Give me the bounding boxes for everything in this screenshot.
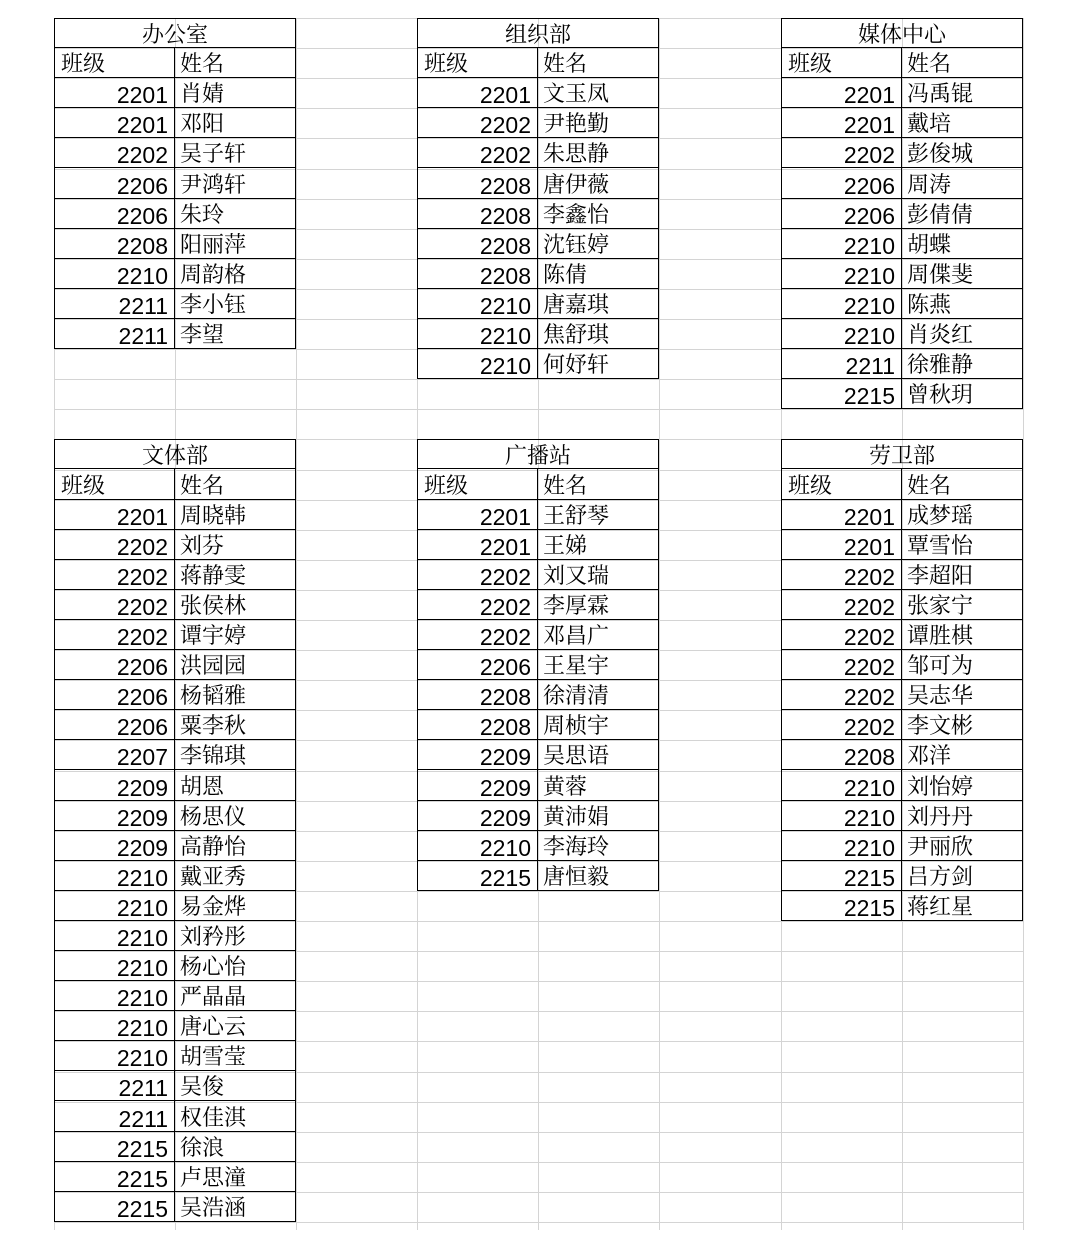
header-name: 姓名	[543, 473, 588, 499]
table-row	[54, 740, 296, 770]
name-cell[interactable]: 戴亚秀	[180, 864, 247, 890]
table-row	[417, 229, 659, 259]
table-row	[417, 831, 659, 861]
table-row	[781, 289, 1023, 319]
name-cell[interactable]: 吴思语	[543, 744, 610, 770]
table-row	[781, 801, 1023, 831]
table-row	[417, 500, 659, 530]
table-row	[54, 1071, 296, 1101]
class-cell[interactable]: 2202	[418, 590, 538, 619]
table-row	[54, 319, 296, 349]
name-cell[interactable]: 邹可为	[907, 654, 974, 680]
table-row	[781, 349, 1023, 379]
table-row	[54, 199, 296, 229]
table-row	[417, 620, 659, 650]
table-row	[54, 921, 296, 951]
department-table	[417, 439, 659, 890]
name-cell[interactable]: 严晶晶	[180, 985, 247, 1011]
name-cell[interactable]: 李锦琪	[180, 744, 247, 770]
table-row	[54, 1101, 296, 1131]
class-cell[interactable]: 2202	[55, 620, 175, 649]
class-cell[interactable]: 2211	[55, 1101, 175, 1130]
name-cell[interactable]: 尹艳勤	[543, 112, 610, 138]
name-cell[interactable]: 周偞斐	[907, 262, 974, 288]
table-row	[54, 1192, 296, 1222]
class-cell[interactable]: 2209	[55, 831, 175, 860]
name-cell[interactable]: 卢思潼	[180, 1165, 247, 1191]
department-title-row	[417, 18, 659, 48]
table-row	[781, 500, 1023, 530]
name-cell[interactable]: 覃雪怡	[907, 533, 974, 559]
name-cell[interactable]: 李小钰	[180, 292, 247, 318]
table-row	[781, 168, 1023, 198]
name-cell[interactable]: 文玉凤	[543, 82, 610, 108]
table-row	[54, 620, 296, 650]
table-row	[417, 138, 659, 168]
name-cell[interactable]: 焦舒琪	[543, 323, 610, 349]
grid-line-horizontal	[54, 1222, 1024, 1223]
table-header-row	[781, 48, 1023, 78]
department-title-row	[781, 18, 1023, 48]
table-header-row	[417, 48, 659, 78]
name-cell[interactable]: 唐伊薇	[543, 172, 610, 198]
table-header-row	[781, 469, 1023, 499]
class-cell[interactable]: 2215	[782, 379, 902, 408]
table-row	[781, 620, 1023, 650]
class-cell[interactable]: 2202	[782, 138, 902, 167]
class-cell[interactable]: 2201	[782, 530, 902, 559]
table-row	[54, 530, 296, 560]
table-row	[417, 801, 659, 831]
name-cell[interactable]: 徐浪	[180, 1135, 225, 1161]
table-row	[781, 199, 1023, 229]
table-row	[54, 801, 296, 831]
table-row	[54, 680, 296, 710]
class-cell[interactable]: 2208	[418, 710, 538, 739]
class-cell[interactable]: 2211	[55, 1071, 175, 1100]
table-row	[54, 259, 296, 289]
name-cell[interactable]: 谭胜棋	[907, 624, 974, 650]
name-cell[interactable]: 王娣	[543, 533, 588, 559]
class-cell[interactable]: 2202	[782, 650, 902, 679]
header-name: 姓名	[907, 52, 952, 78]
class-cell[interactable]: 2208	[418, 199, 538, 228]
name-cell[interactable]: 胡恩	[180, 774, 225, 800]
table-row	[54, 108, 296, 138]
class-cell[interactable]: 2215	[55, 1162, 175, 1191]
table-row	[417, 590, 659, 620]
class-cell[interactable]: 2206	[55, 650, 175, 679]
table-row	[417, 349, 659, 379]
class-cell[interactable]: 2210	[418, 289, 538, 318]
name-cell[interactable]: 蒋红星	[907, 894, 974, 920]
class-cell[interactable]: 2206	[782, 168, 902, 197]
table-row	[54, 831, 296, 861]
grid-line-vertical	[1023, 18, 1024, 1230]
department-title: 组织部	[504, 23, 571, 49]
name-cell[interactable]: 刘怡婷	[907, 774, 974, 800]
name-cell[interactable]: 李文彬	[907, 714, 974, 740]
name-cell[interactable]: 曾秋玥	[907, 383, 974, 409]
department-title: 媒体中心	[857, 23, 946, 49]
table-row	[781, 770, 1023, 800]
table-row	[54, 1041, 296, 1071]
class-cell[interactable]: 2202	[55, 560, 175, 589]
table-row	[417, 740, 659, 770]
grid-line-vertical	[659, 18, 660, 1230]
table-row	[54, 500, 296, 530]
class-cell[interactable]: 2210	[782, 770, 902, 799]
name-cell[interactable]: 肖婧	[180, 82, 225, 108]
table-row	[54, 78, 296, 108]
class-cell[interactable]: 2215	[782, 891, 902, 920]
table-row	[417, 199, 659, 229]
name-cell[interactable]: 彭俊城	[907, 142, 974, 168]
table-row	[54, 168, 296, 198]
class-cell[interactable]: 2209	[418, 740, 538, 769]
name-cell[interactable]: 吴浩涵	[180, 1195, 247, 1221]
class-cell[interactable]: 2208	[418, 168, 538, 197]
table-row	[54, 289, 296, 319]
name-cell[interactable]: 彭倩倩	[907, 202, 974, 228]
name-cell[interactable]: 周韵格	[180, 262, 247, 288]
table-row	[54, 650, 296, 680]
name-cell[interactable]: 杨韬雅	[180, 684, 247, 710]
class-cell[interactable]: 2201	[55, 78, 175, 107]
class-cell[interactable]: 2215	[55, 1132, 175, 1161]
grid-line-vertical	[296, 18, 297, 1230]
header-name: 姓名	[543, 52, 588, 78]
name-cell[interactable]: 李望	[180, 323, 225, 349]
name-cell[interactable]: 吕方剑	[907, 864, 974, 890]
table-row	[781, 831, 1023, 861]
header-class: 班级	[418, 469, 538, 498]
header-class: 班级	[782, 469, 902, 498]
table-row	[417, 650, 659, 680]
table-row	[417, 861, 659, 891]
class-cell[interactable]: 2206	[55, 199, 175, 228]
class-cell[interactable]: 2202	[782, 560, 902, 589]
name-cell[interactable]: 张侯林	[180, 593, 247, 619]
name-cell[interactable]: 谭宇婷	[180, 624, 247, 650]
grid-line-horizontal	[54, 409, 1024, 410]
header-class: 班级	[418, 48, 538, 77]
name-cell[interactable]: 吴俊	[180, 1075, 225, 1101]
name-cell[interactable]: 李鑫怡	[543, 202, 610, 228]
class-cell[interactable]: 2202	[55, 530, 175, 559]
name-cell[interactable]: 邓洋	[907, 744, 952, 770]
name-cell[interactable]: 冯禹锟	[907, 82, 974, 108]
table-row	[781, 108, 1023, 138]
table-row	[54, 560, 296, 590]
name-cell[interactable]: 陈燕	[907, 292, 952, 318]
department-title: 劳卫部	[868, 444, 935, 470]
name-cell[interactable]: 粟李秋	[180, 714, 247, 740]
class-cell[interactable]: 2202	[782, 710, 902, 739]
class-cell[interactable]: 2202	[55, 138, 175, 167]
class-cell[interactable]: 2211	[782, 349, 902, 378]
name-cell[interactable]: 李超阳	[907, 563, 974, 589]
class-cell[interactable]: 2208	[55, 229, 175, 258]
class-cell[interactable]: 2210	[55, 951, 175, 980]
class-cell[interactable]: 2202	[782, 590, 902, 619]
name-cell[interactable]: 邓昌广	[543, 624, 610, 650]
department-table	[54, 439, 296, 1221]
name-cell[interactable]: 肖炎红	[907, 323, 974, 349]
department-title: 文体部	[141, 444, 208, 470]
department-table	[54, 18, 296, 349]
table-row	[781, 319, 1023, 349]
name-cell[interactable]: 易金烨	[180, 894, 247, 920]
table-row	[781, 740, 1023, 770]
table-row	[781, 259, 1023, 289]
name-cell[interactable]: 周涛	[907, 172, 952, 198]
class-cell[interactable]: 2201	[782, 500, 902, 529]
table-row	[417, 78, 659, 108]
table-row	[54, 951, 296, 981]
table-row	[417, 770, 659, 800]
table-row	[417, 108, 659, 138]
class-cell[interactable]: 2208	[418, 259, 538, 288]
table-row	[54, 981, 296, 1011]
table-header-row	[54, 469, 296, 499]
table-row	[417, 319, 659, 349]
class-cell[interactable]: 2210	[782, 259, 902, 288]
class-cell[interactable]: 2210	[55, 259, 175, 288]
department-table	[781, 439, 1023, 921]
class-cell[interactable]: 2210	[55, 861, 175, 890]
name-cell[interactable]: 蒋静雯	[180, 563, 247, 589]
name-cell[interactable]: 唐心云	[180, 1015, 247, 1041]
class-cell[interactable]: 2202	[782, 680, 902, 709]
class-cell[interactable]: 2207	[55, 740, 175, 769]
name-cell[interactable]: 刘丹丹	[907, 804, 974, 830]
table-row	[781, 680, 1023, 710]
name-cell[interactable]: 成梦瑶	[907, 503, 974, 529]
class-cell[interactable]: 2201	[55, 500, 175, 529]
table-row	[54, 770, 296, 800]
class-cell[interactable]: 2201	[418, 500, 538, 529]
name-cell[interactable]: 陈倩	[543, 262, 588, 288]
class-cell[interactable]: 2206	[55, 680, 175, 709]
class-cell[interactable]: 2208	[418, 680, 538, 709]
table-row	[54, 229, 296, 259]
table-row	[781, 229, 1023, 259]
name-cell[interactable]: 黄沛娟	[543, 804, 610, 830]
table-row	[417, 560, 659, 590]
table-row	[781, 710, 1023, 740]
class-cell[interactable]: 2210	[782, 229, 902, 258]
department-table	[417, 18, 659, 379]
class-cell[interactable]: 2208	[782, 740, 902, 769]
table-row	[54, 1011, 296, 1041]
name-cell[interactable]: 王星宇	[543, 654, 610, 680]
table-row	[54, 1132, 296, 1162]
table-row	[781, 861, 1023, 891]
name-cell[interactable]: 尹丽欣	[907, 834, 974, 860]
class-cell[interactable]: 2201	[782, 78, 902, 107]
class-cell[interactable]: 2202	[418, 138, 538, 167]
class-cell[interactable]: 2210	[782, 319, 902, 348]
table-row	[781, 379, 1023, 409]
class-cell[interactable]: 2210	[418, 349, 538, 378]
table-row	[54, 590, 296, 620]
table-row	[54, 1162, 296, 1192]
class-cell[interactable]: 2210	[782, 801, 902, 830]
class-cell[interactable]: 2210	[55, 1041, 175, 1070]
class-cell[interactable]: 2210	[782, 289, 902, 318]
name-cell[interactable]: 李厚霖	[543, 593, 610, 619]
name-cell[interactable]: 何妤轩	[543, 353, 610, 379]
class-cell[interactable]: 2209	[55, 801, 175, 830]
table-row	[54, 861, 296, 891]
table-header-row	[417, 469, 659, 499]
name-cell[interactable]: 洪园园	[180, 654, 247, 680]
name-cell[interactable]: 戴培	[907, 112, 952, 138]
table-row	[417, 680, 659, 710]
name-cell[interactable]: 朱思静	[543, 142, 610, 168]
header-class: 班级	[55, 48, 175, 77]
class-cell[interactable]: 2210	[55, 891, 175, 920]
class-cell[interactable]: 2201	[418, 530, 538, 559]
name-cell[interactable]: 吴子轩	[180, 142, 247, 168]
name-cell[interactable]: 唐嘉琪	[543, 292, 610, 318]
header-class: 班级	[782, 48, 902, 77]
department-title-row	[417, 439, 659, 469]
class-cell[interactable]: 2208	[418, 229, 538, 258]
class-cell[interactable]: 2206	[55, 168, 175, 197]
department-title: 广播站	[504, 444, 571, 470]
class-cell[interactable]: 2201	[55, 108, 175, 137]
header-name: 姓名	[907, 473, 952, 499]
class-cell[interactable]: 2202	[55, 590, 175, 619]
table-header-row	[54, 48, 296, 78]
table-row	[781, 530, 1023, 560]
class-cell[interactable]: 2209	[55, 770, 175, 799]
class-cell[interactable]: 2202	[418, 108, 538, 137]
table-row	[54, 138, 296, 168]
class-cell[interactable]: 2210	[418, 831, 538, 860]
class-cell[interactable]: 2210	[55, 981, 175, 1010]
class-cell[interactable]: 2215	[55, 1192, 175, 1221]
class-cell[interactable]: 2210	[418, 319, 538, 348]
table-row	[417, 289, 659, 319]
class-cell[interactable]: 2215	[782, 861, 902, 890]
table-row	[781, 138, 1023, 168]
name-cell[interactable]: 唐恒毅	[543, 864, 610, 890]
name-cell[interactable]: 邓阳	[180, 112, 225, 138]
name-cell[interactable]: 李海玲	[543, 834, 610, 860]
class-cell[interactable]: 2209	[418, 801, 538, 830]
table-row	[781, 590, 1023, 620]
class-cell[interactable]: 2209	[418, 770, 538, 799]
name-cell[interactable]: 周晓韩	[180, 503, 247, 529]
class-cell[interactable]: 2210	[782, 831, 902, 860]
name-cell[interactable]: 徐雅静	[907, 353, 974, 379]
name-cell[interactable]: 朱玲	[180, 202, 225, 228]
name-cell[interactable]: 吴志华	[907, 684, 974, 710]
table-row	[417, 259, 659, 289]
class-cell[interactable]: 2201	[418, 78, 538, 107]
class-cell[interactable]: 2201	[782, 108, 902, 137]
table-row	[54, 710, 296, 740]
header-name: 姓名	[180, 52, 225, 78]
table-row	[417, 530, 659, 560]
name-cell[interactable]: 刘矜彤	[180, 924, 247, 950]
class-cell[interactable]: 2206	[418, 650, 538, 679]
name-cell[interactable]: 刘芬	[180, 533, 225, 559]
header-class: 班级	[55, 469, 175, 498]
class-cell[interactable]: 2210	[55, 1011, 175, 1040]
table-row	[417, 168, 659, 198]
name-cell[interactable]: 权佳淇	[180, 1105, 247, 1131]
class-cell[interactable]: 2210	[55, 921, 175, 950]
class-cell[interactable]: 2206	[782, 199, 902, 228]
name-cell[interactable]: 杨心怡	[180, 955, 247, 981]
name-cell[interactable]: 王舒琴	[543, 503, 610, 529]
department-table	[781, 18, 1023, 409]
class-cell[interactable]: 2202	[418, 620, 538, 649]
name-cell[interactable]: 徐清清	[543, 684, 610, 710]
class-cell[interactable]: 2211	[55, 319, 175, 348]
name-cell[interactable]: 胡雪莹	[180, 1045, 247, 1071]
table-row	[781, 650, 1023, 680]
department-title-row	[781, 439, 1023, 469]
table-row	[781, 78, 1023, 108]
class-cell[interactable]: 2202	[418, 560, 538, 589]
table-row	[54, 891, 296, 921]
name-cell[interactable]: 周桢宇	[543, 714, 610, 740]
name-cell[interactable]: 黄蓉	[543, 774, 588, 800]
table-row	[781, 891, 1023, 921]
class-cell[interactable]: 2202	[782, 620, 902, 649]
department-title-row	[54, 439, 296, 469]
table-row	[417, 710, 659, 740]
class-cell[interactable]: 2206	[55, 710, 175, 739]
name-cell[interactable]: 胡蝶	[907, 232, 952, 258]
name-cell[interactable]: 阳丽萍	[180, 232, 247, 258]
name-cell[interactable]: 张家宁	[907, 593, 974, 619]
class-cell[interactable]: 2211	[55, 289, 175, 318]
name-cell[interactable]: 高静怡	[180, 834, 247, 860]
name-cell[interactable]: 尹鸿轩	[180, 172, 247, 198]
department-title: 办公室	[141, 23, 208, 49]
department-title-row	[54, 18, 296, 48]
header-name: 姓名	[180, 473, 225, 499]
table-row	[781, 560, 1023, 590]
class-cell[interactable]: 2215	[418, 861, 538, 890]
name-cell[interactable]: 沈钰婷	[543, 232, 610, 258]
name-cell[interactable]: 杨思仪	[180, 804, 247, 830]
name-cell[interactable]: 刘又瑞	[543, 563, 610, 589]
